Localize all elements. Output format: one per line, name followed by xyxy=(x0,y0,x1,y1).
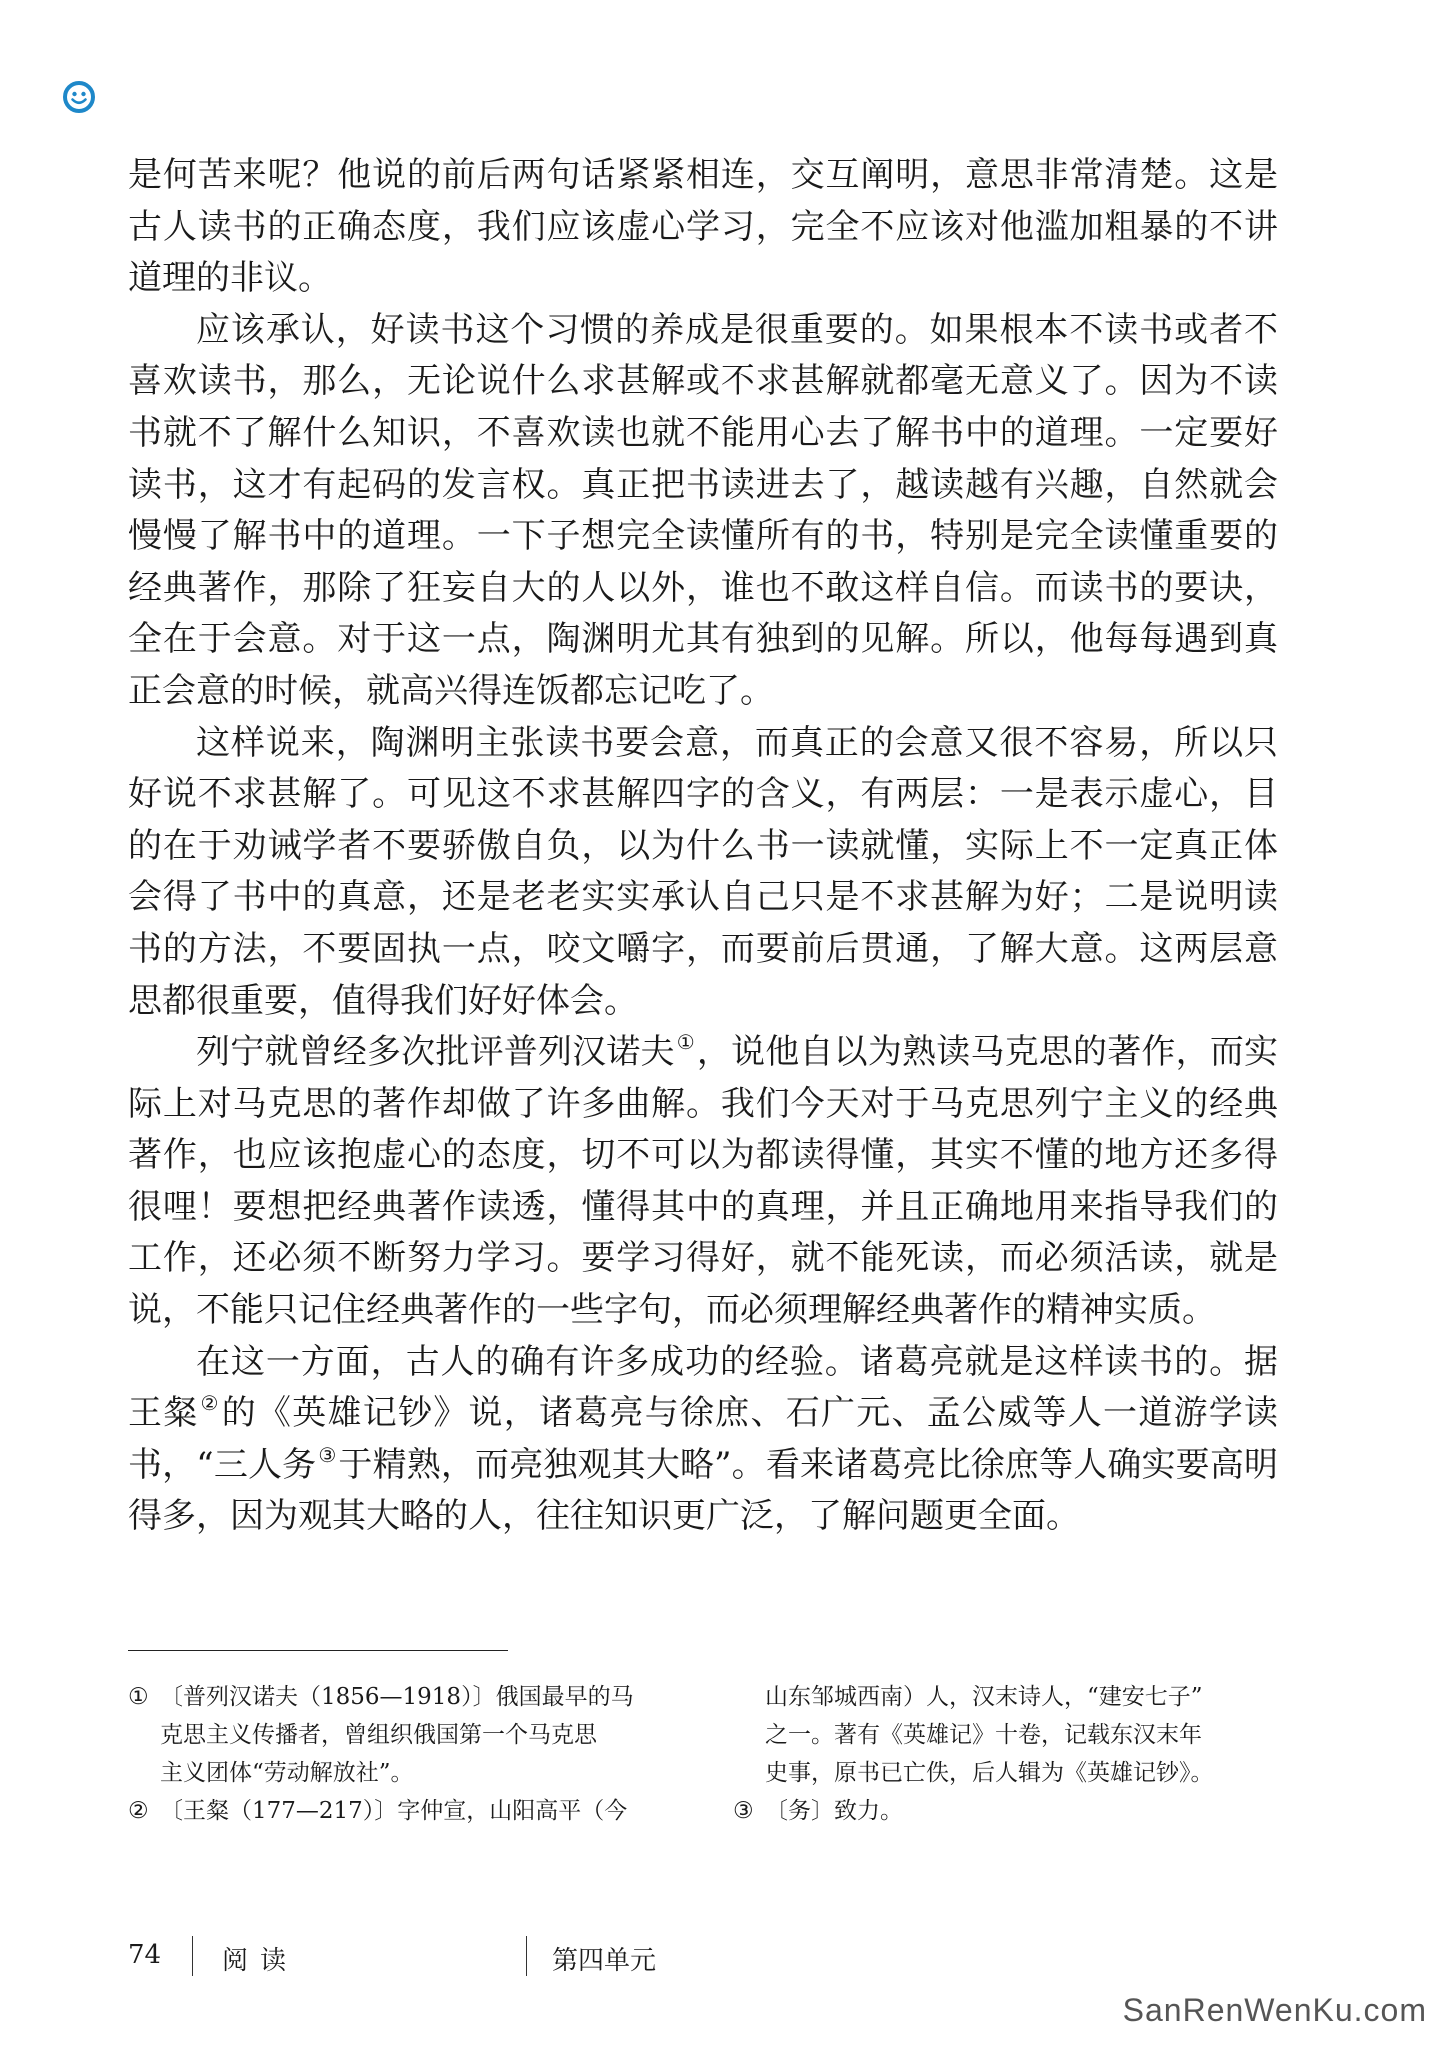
footnote-text: 史事，原书已亡佚，后人辑为《英雄记钞》。 xyxy=(765,1760,1214,1786)
paragraph-text: 应该承认，好读书这个习惯的养成是很重要的。如果根本不读书或者不喜欢读书，那么，无论说什么求甚解或不求甚解就都毫无意义了。因为不读书就不了解什么知识，不喜欢读也就不能用心去了解书中的道理。一定要好读书，这才有起码的发言权。真正把书读进去了，越读越有兴趣，自然就会慢慢了解书中的道理。一下子想完全读懂所有的书，特别是完全读懂重要的经典著作，那除了狂妄自大的人以外，谁也不敢这样自信。而读书的要诀，全在于会意。对于这一点，陶渊明尤其有独到的见解。所以，他每每遇到真正会意的时候，就高兴得连饭都忘记吃了。 xyxy=(128,309,1278,711)
paragraph-text: 于精熟，而亮独观其大略”。看来诸葛亮比徐庶等人确实要高明得多，因为观其大略的人，往往知识更广泛，了解问题更全面。 xyxy=(128,1444,1278,1537)
watermark: SanRenWenKu.com xyxy=(1122,1992,1427,2028)
footnote-text: 之一。著有《英雄记》十卷，记载东汉末年 xyxy=(765,1722,1202,1748)
footnote-text: 〔普列汉诺夫（1856—1918）〕俄国最早的马 xyxy=(160,1684,634,1710)
paragraph-text: 的《英雄记钞》说，诸葛亮与徐庶、石广元、孟公威等人一道游学读书，“三人务 xyxy=(128,1393,1279,1485)
paragraph-text: 是何苦来呢？他说的前后两句话紧紧相连，交互阐明，意思非常清楚。这是古人读书的正确态度，我们应该虚心学习，完全不应该对他滥加粗暴的不讲道理的非议。 xyxy=(128,155,1278,299)
footnote-text: 〔务〕致力。 xyxy=(765,1798,903,1824)
footnote-marker[interactable]: ① xyxy=(676,1030,695,1055)
smiley-icon xyxy=(62,80,96,114)
paragraph-text: 列宁就曾经多次批评普列汉诺夫 xyxy=(196,1032,675,1073)
paragraph-text: 这样说来，陶渊明主张读书要会意，而真正的会意又很不容易，所以只好说不求甚解了。可见这不求甚解四字的含义，有两层：一是表示虚心，目的在于劝诫学者不要骄傲自负，以为什么书一读就懂，实际上不一定真正体会得了书中的真意，还是老老实实承认自己只是不求甚解为好；二是说明读书的方法，不要固执一点，咬文嚼字，而要前后贯通，了解大意。这两层意思都很重要，值得我们好好体会。 xyxy=(128,722,1278,1021)
footnote-item xyxy=(128,1792,683,1830)
footnote-number: ③ xyxy=(733,1798,754,1824)
footnote-line xyxy=(128,1792,683,1830)
paragraph xyxy=(128,1337,1278,1543)
footnote-item xyxy=(733,1792,1278,1830)
footer-section: 阅读 xyxy=(222,1946,299,1976)
footer-unit: 第四单元 xyxy=(552,1946,657,1976)
page-footer xyxy=(128,1940,828,1990)
footnote-line xyxy=(128,1678,683,1716)
page-number: 74 xyxy=(128,1940,162,1970)
footnote-line xyxy=(733,1792,1278,1830)
footer-divider xyxy=(526,1936,527,1976)
paragraph xyxy=(128,305,1278,718)
footnote-text: 山东邹城西南）人，汉末诗人，“建安七子” xyxy=(765,1684,1203,1710)
footnote-text: 〔王粲（177—217）〕字仲宣，山阳高平（今 xyxy=(160,1798,628,1824)
footnote-text: 克思主义传播者，曾组织俄国第一个马克思 xyxy=(160,1722,597,1748)
body-text xyxy=(128,150,1278,1543)
footnotes xyxy=(128,1678,1278,1838)
footnote-marker[interactable]: ③ xyxy=(318,1442,337,1467)
paragraph xyxy=(128,718,1278,1028)
footnote-number: ① xyxy=(128,1684,149,1710)
footnote-marker[interactable]: ② xyxy=(200,1391,220,1416)
paragraph xyxy=(128,150,1278,305)
footnotes-left-column xyxy=(128,1678,683,1830)
footnotes-right-column xyxy=(733,1678,1278,1830)
footer-divider xyxy=(192,1936,193,1976)
footnote-text: 主义团体“劳动解放社”。 xyxy=(160,1760,414,1786)
footnote-number: ② xyxy=(128,1798,149,1824)
paragraph-text: ，说他自以为熟读马克思的著作，而实际上对马克思的著作却做了许多曲解。我们今天对于马克思列宁主义的经典著作，也应该抱虚心的态度，切不可以为都读得懂，其实不懂的地方还多得很哩！要想把经典著作读透，懂得其中的真理，并且正确地用来指导我们的工作，还必须不断努力学习。要学习得好，就不能死读，而必须活读，就是说，不能只记住经典著作的一些字句，而必须理解经典著作的精神实质。 xyxy=(128,1032,1279,1331)
footnote-divider xyxy=(128,1650,508,1651)
paragraph xyxy=(128,1027,1278,1337)
footnote-item xyxy=(128,1678,683,1792)
paragraph-text: 在这一方面，古人的确有许多成功的经验。诸葛亮就是这样读书的。据王粲 xyxy=(128,1341,1278,1434)
